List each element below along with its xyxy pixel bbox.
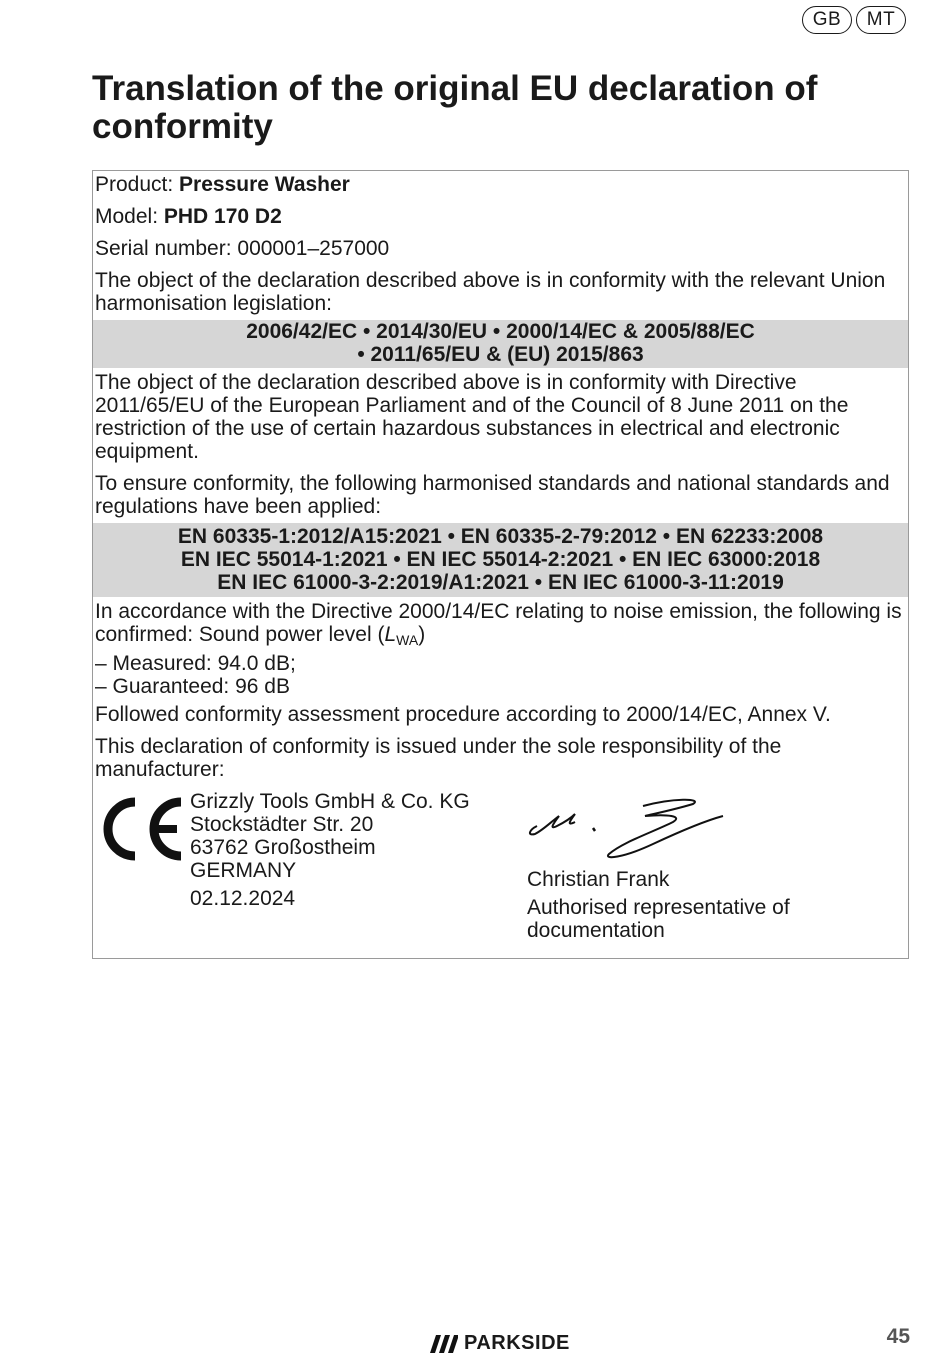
signer-name: Christian Frank bbox=[527, 868, 670, 891]
manufacturer-address bbox=[190, 790, 470, 882]
guaranteed-level: – Guaranteed: 96 dB bbox=[95, 675, 290, 698]
manufacturer-country: GERMANY bbox=[190, 859, 297, 882]
noise-statement: In accordance with the Directive 2000/14/EC relating to noise emission, the following is confirmed: Sound power level ( bbox=[95, 600, 902, 646]
product-label: Product: bbox=[95, 173, 180, 196]
noise-text bbox=[93, 600, 908, 652]
brand-name: PARKSIDE bbox=[464, 1332, 570, 1354]
measured-level: – Measured: 94.0 dB; bbox=[95, 652, 296, 675]
model-label: Model: bbox=[95, 205, 164, 228]
signature-image bbox=[523, 796, 733, 866]
page-number: 45 bbox=[886, 1325, 910, 1348]
directives-line-1: 2006/42/EC • 2014/30/EU • 2000/14/EC & 2005/88/EC bbox=[246, 320, 755, 343]
conformity-text: The object of the declaration described above is in conformity with the relevant Union harmonisation legislation: bbox=[95, 269, 886, 315]
declaration-box bbox=[92, 170, 909, 959]
language-badge-mt: MT bbox=[856, 6, 906, 34]
noise-symbol: L bbox=[384, 623, 397, 646]
product-row bbox=[93, 173, 908, 196]
language-badge-gb: GB bbox=[802, 6, 852, 34]
standards-line-1: EN 60335-1:2012/A15:2021 • EN 60335-2-79:2012 • EN 62233:2008 bbox=[177, 525, 824, 548]
noise-close: ) bbox=[418, 623, 426, 646]
model-value: PHD 170 D2 bbox=[163, 205, 282, 228]
manufacturer-signature-area bbox=[93, 790, 908, 960]
directives-line-2: • 2011/65/EU & (EU) 2015/863 bbox=[357, 343, 644, 366]
manufacturer-name: Grizzly Tools GmbH & Co. KG bbox=[190, 790, 470, 813]
directives-block bbox=[93, 320, 908, 368]
responsibility-text: This declaration of conformity is issued under the sole responsibility of the manufacturer: bbox=[95, 735, 782, 781]
brand-stripes-icon bbox=[430, 1335, 458, 1353]
noise-subscript: WA bbox=[396, 632, 419, 648]
procedure-text: Followed conformity assessment procedure according to 2000/14/EC, Annex V. bbox=[95, 703, 831, 726]
signer-block bbox=[527, 868, 897, 942]
manufacturer-city: 63762 Großostheim bbox=[190, 836, 376, 859]
rohs-text: The object of the declaration described above is in conformity with Directive 2011/65/EU of the European Parliament and of the Council of 8 June 2011 on the restriction of the use of certain hazardous substances in electrical and electronic equipment. bbox=[95, 371, 849, 463]
standards-block bbox=[93, 523, 908, 597]
model-row bbox=[93, 205, 908, 228]
ce-mark-icon bbox=[95, 796, 187, 862]
product-value: Pressure Washer bbox=[179, 173, 350, 196]
brand-logo bbox=[430, 1332, 570, 1355]
page-title: Translation of the original EU declaration of conformity bbox=[92, 69, 818, 146]
standards-line-2: EN IEC 55014-1:2021 • EN IEC 55014-2:2021 • EN IEC 63000:2018 bbox=[180, 548, 821, 571]
standards-intro: To ensure conformity, the following harmonised standards and national standards and regulations have been applied: bbox=[95, 472, 890, 518]
language-badges bbox=[802, 6, 906, 34]
declaration-date: 02.12.2024 bbox=[190, 887, 296, 910]
serial-number: Serial number: 000001–257000 bbox=[95, 237, 390, 260]
manufacturer-street: Stockstädter Str. 20 bbox=[190, 813, 374, 836]
signer-role: Authorised representative of documentation bbox=[527, 896, 790, 942]
standards-line-3: EN IEC 61000-3-2:2019/A1:2021 • EN IEC 61000-3-11:2019 bbox=[217, 571, 784, 594]
